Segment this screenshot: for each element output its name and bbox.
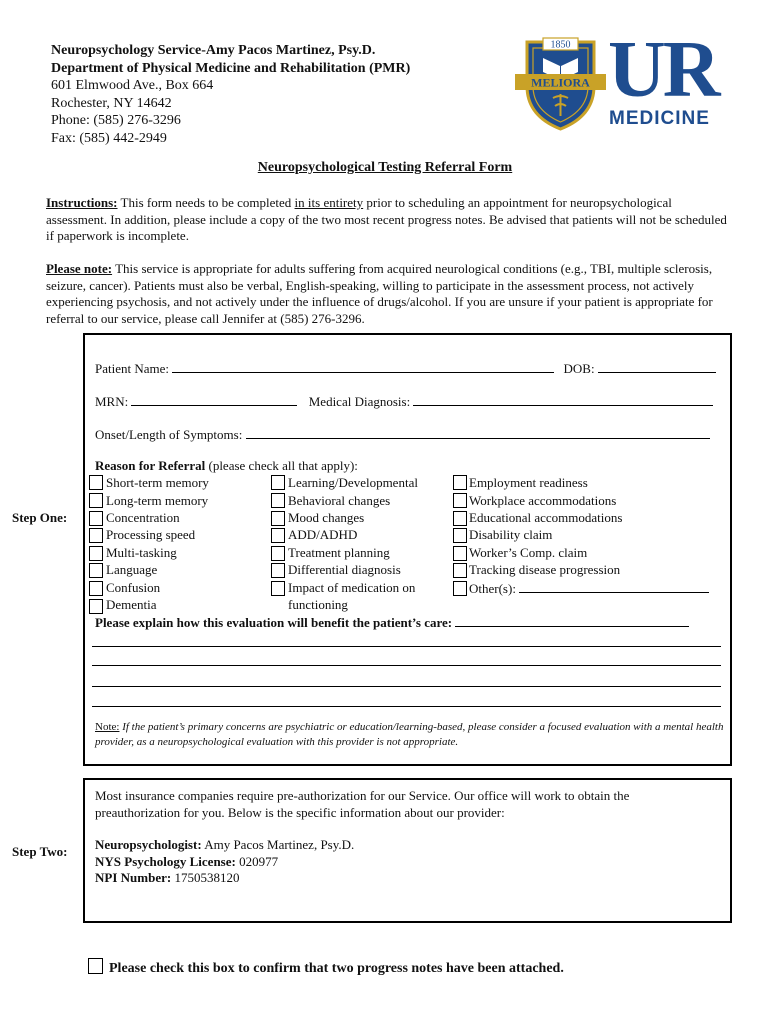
option-label: Long-term memory	[106, 493, 209, 508]
option-label: Disability claim	[469, 527, 553, 542]
checkbox-multi-tasking[interactable]	[89, 546, 103, 561]
neuropsychologist-line: Neuropsychologist: Amy Pacos Martinez, Psy.D.	[95, 837, 355, 852]
checkbox-confusion[interactable]	[89, 581, 103, 596]
explain-line-1[interactable]	[92, 646, 721, 647]
checkbox-learning-developmental[interactable]	[271, 475, 285, 490]
onset-field[interactable]	[246, 426, 710, 439]
checkbox-disability-claim[interactable]	[453, 528, 467, 543]
header-city: Rochester, NY 14642	[51, 95, 172, 111]
instructions-label: Instructions:	[46, 195, 118, 210]
option-label: Other(s):	[469, 580, 709, 597]
mrn-row	[95, 393, 713, 410]
option-label: Treatment planning	[288, 545, 390, 560]
explain-field[interactable]	[455, 614, 689, 627]
header-department: Department of Physical Medicine and Rehabilitation (PMR)	[51, 60, 411, 76]
option-label: Differential diagnosis	[288, 562, 401, 577]
provider-info	[95, 837, 354, 887]
other-field[interactable]	[519, 580, 709, 593]
svg-text:MELIORA: MELIORA	[531, 75, 590, 90]
explain-line-4[interactable]	[92, 706, 721, 707]
option-label: Multi-tasking	[106, 545, 177, 560]
checkbox-add-adhd[interactable]	[271, 528, 285, 543]
provider-header	[51, 42, 410, 147]
checkbox-tracking-disease-progression[interactable]	[453, 563, 467, 578]
option-label: Processing speed	[106, 527, 196, 542]
checkbox-educational-accommodations[interactable]	[453, 511, 467, 526]
insurance-text: Most insurance companies require pre-authorization for our Service. Our office will work to obtain the preauthorization for you. Below is the specific information about our provider:	[95, 788, 630, 820]
patient-name-field[interactable]	[172, 360, 554, 373]
dob-field[interactable]	[598, 360, 716, 373]
explain-row	[95, 614, 689, 631]
reason-for-referral-heading: Reason for Referral (please check all that apply):	[95, 458, 358, 473]
license-line: NYS Psychology License: 020977	[95, 853, 279, 869]
medicine-wordmark: MEDICINE	[609, 108, 710, 129]
instructions-paragraph: Instructions: This form needs to be completed in its entirety prior to scheduling an appointment for neuropsychological assessment. In addition, please include a copy of the two most recent progress notes. Be advised that patients will not be scheduled if paperwork is incomplete.	[46, 195, 727, 243]
instructions-emphasis: in its entirety	[294, 195, 364, 210]
checkbox-treatment-planning[interactable]	[271, 546, 285, 561]
confirm-row	[88, 958, 564, 977]
note-text: Note: If the patient’s primary concerns are psychiatric or education/learning-based, please consider a focused evaluation with a mental health provider, as a neuropsychological evaluation with this provider is not appropriate.	[95, 721, 724, 748]
confirm-label: Please check this box to confirm that two progress notes have been attached.	[109, 961, 564, 976]
option-label: Dementia	[106, 597, 157, 612]
checkbox-workers-comp-claim[interactable]	[453, 546, 467, 561]
checkbox-confirm-progress-notes[interactable]	[88, 958, 103, 974]
checkbox-other[interactable]	[453, 581, 467, 596]
option-label: Language	[106, 562, 158, 577]
option-label: Concentration	[106, 510, 180, 525]
header-phone: Phone: (585) 276-3296	[51, 113, 181, 128]
medical-diagnosis-field[interactable]	[413, 393, 713, 406]
option-label: Short-term memory	[106, 475, 209, 490]
checkbox-dementia[interactable]	[89, 599, 103, 614]
patient-name-row	[95, 360, 716, 377]
note-label: Note:	[95, 721, 120, 733]
option-label: Confusion	[106, 580, 161, 595]
form-title: Neuropsychological Testing Referral Form	[257, 160, 513, 175]
university-seal-icon	[513, 36, 608, 132]
option-label: Impact of medication on	[288, 580, 416, 595]
please-note-label: Please note:	[46, 261, 113, 276]
option-label-continued: functioning	[288, 597, 348, 612]
checkbox-language[interactable]	[89, 563, 103, 578]
header-fax: Fax: (585) 442-2949	[51, 130, 167, 146]
option-label: ADD/ADHD	[288, 527, 358, 542]
checkbox-processing-speed[interactable]	[89, 528, 103, 543]
checkbox-differential-diagnosis[interactable]	[271, 563, 285, 578]
mrn-label: MRN:	[95, 394, 129, 409]
svg-text:1850: 1850	[550, 39, 571, 51]
checkbox-concentration[interactable]	[89, 511, 103, 526]
step-one-label: Step One:	[12, 510, 68, 525]
ur-wordmark: UR	[608, 26, 718, 114]
ur-medicine-logo	[513, 26, 738, 136]
option-label: Tracking disease progression	[469, 562, 621, 577]
mrn-field[interactable]	[131, 393, 297, 406]
checkbox-mood-changes[interactable]	[271, 511, 285, 526]
option-label: Learning/Developmental	[288, 475, 418, 490]
dob-label: DOB:	[563, 361, 595, 376]
checkbox-behavioral-changes[interactable]	[271, 493, 285, 508]
option-label: Worker’s Comp. claim	[469, 545, 588, 560]
step-two-label: Step Two:	[12, 844, 68, 859]
explain-line-2[interactable]	[92, 665, 721, 666]
explain-label: Please explain how this evaluation will benefit the patient’s care:	[95, 615, 453, 630]
option-label: Employment readiness	[469, 475, 588, 490]
option-label: Mood changes	[288, 510, 365, 525]
patient-name-label: Patient Name:	[95, 361, 170, 376]
checkbox-short-term-memory[interactable]	[89, 475, 103, 490]
checkbox-workplace-accommodations[interactable]	[453, 493, 467, 508]
checkbox-impact-of-medication[interactable]	[271, 581, 285, 596]
onset-label: Onset/Length of Symptoms:	[95, 427, 243, 442]
option-label: Educational accommodations	[469, 510, 623, 525]
explain-line-3[interactable]	[92, 686, 721, 687]
header-service: Neuropsychology Service-Amy Pacos Martinez, Psy.D.	[51, 43, 376, 58]
checkbox-employment-readiness[interactable]	[453, 475, 467, 490]
option-label: Behavioral changes	[288, 493, 391, 508]
header-address: 601 Elmwood Ave., Box 664	[51, 78, 214, 93]
npi-line: NPI Number: 1750538120	[95, 870, 240, 885]
option-label: Workplace accommodations	[469, 493, 617, 508]
medical-diagnosis-label: Medical Diagnosis:	[308, 394, 411, 409]
onset-row	[95, 426, 710, 443]
please-note-paragraph: Please note: This service is appropriate for adults suffering from acquired neurological conditions (e.g., TBI, multiple sclerosis, seizure, cancer). Patients must also be verbal, English-speaking, willing to participate in the assessment process, not actively experiencing psychosis, and not actively under the influence of drugs/alcohol. If you are unsure if your patient is appropriate for referral to our service, please call Jennifer at (585) 276-3296.	[46, 261, 713, 326]
checkbox-long-term-memory[interactable]	[89, 493, 103, 508]
